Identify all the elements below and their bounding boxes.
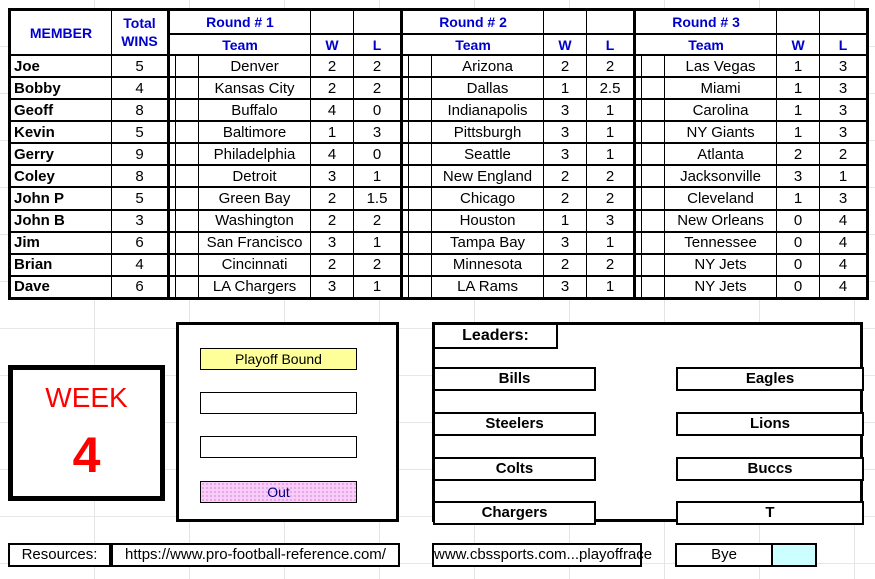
l-cell[interactable]: 3 [820, 55, 868, 77]
wins-cell[interactable]: 4 [112, 254, 169, 276]
round-3-header: Round # 3 [635, 10, 777, 35]
table-row [10, 165, 868, 187]
member-name[interactable]: Bobby [10, 77, 112, 99]
l-cell[interactable]: 1 [587, 121, 635, 143]
status-cell[interactable] [409, 143, 432, 165]
w-cell[interactable]: 0 [777, 254, 820, 276]
leader-cell[interactable]: Chargers [433, 501, 596, 525]
w-cell[interactable]: 1 [777, 77, 820, 99]
round-2-w-spacer [544, 10, 587, 35]
l-cell[interactable]: 1 [587, 143, 635, 165]
table-row [10, 232, 868, 254]
status-cell[interactable] [409, 55, 432, 77]
table-row [10, 276, 868, 299]
member-name[interactable]: Dave [10, 276, 112, 299]
w-cell[interactable]: 3 [311, 276, 354, 299]
team-cell[interactable]: Indianapolis [432, 99, 544, 121]
w-cell[interactable]: 3 [544, 99, 587, 121]
spacer-cell [402, 165, 409, 187]
round-2-team-header: Team [402, 34, 544, 55]
w-cell[interactable]: 2 [311, 210, 354, 232]
w-cell[interactable]: 0 [777, 232, 820, 254]
status-cell[interactable] [409, 187, 432, 209]
w-cell[interactable]: 2 [544, 254, 587, 276]
round-2-header: Round # 2 [402, 10, 544, 35]
l-cell[interactable]: 4 [820, 210, 868, 232]
status-cell[interactable] [642, 77, 665, 99]
leader-cell[interactable]: Eagles [676, 367, 864, 391]
l-cell[interactable]: 2 [354, 254, 402, 276]
w-cell[interactable]: 1 [777, 99, 820, 121]
resource-link-cbssports[interactable]: www.cbssports.com...playoffrace [432, 543, 642, 567]
week-box [8, 365, 165, 501]
table-row [10, 99, 868, 121]
wins-cell[interactable]: 6 [112, 276, 169, 299]
spacer-cell [402, 187, 409, 209]
status-cell[interactable] [176, 210, 199, 232]
w-cell[interactable]: 1 [544, 77, 587, 99]
l-cell[interactable]: 3 [820, 121, 868, 143]
team-cell[interactable]: Washington [199, 210, 311, 232]
status-cell[interactable] [642, 143, 665, 165]
table-row [10, 77, 868, 99]
team-cell[interactable]: Cleveland [665, 187, 777, 209]
spacer-cell [402, 99, 409, 121]
legend-playoff-bound[interactable]: Playoff Bound [200, 348, 357, 370]
w-cell[interactable]: 3 [544, 276, 587, 299]
bye-label: Bye [675, 543, 773, 567]
w-cell[interactable]: 3 [544, 121, 587, 143]
team-cell[interactable]: NY Jets [665, 276, 777, 299]
l-cell[interactable]: 2 [587, 187, 635, 209]
wins-cell[interactable]: 9 [112, 143, 169, 165]
spacer-cell [635, 276, 642, 299]
team-cell[interactable]: San Francisco [199, 232, 311, 254]
l-cell[interactable]: 1.5 [354, 187, 402, 209]
w-cell[interactable]: 2 [311, 77, 354, 99]
round-1-team-header: Team [169, 34, 311, 55]
status-cell[interactable] [642, 55, 665, 77]
status-cell[interactable] [409, 210, 432, 232]
standings-table [8, 8, 869, 300]
status-cell[interactable] [176, 232, 199, 254]
spacer-cell [169, 232, 176, 254]
team-cell[interactable]: Pittsburgh [432, 121, 544, 143]
team-cell[interactable]: NY Giants [665, 121, 777, 143]
round-3-l-header: L [820, 34, 868, 55]
spacer-cell [169, 187, 176, 209]
round-1-w-header: W [311, 34, 354, 55]
member-name[interactable]: Jim [10, 232, 112, 254]
member-name[interactable]: Brian [10, 254, 112, 276]
week-number: 4 [72, 427, 101, 483]
status-cell[interactable] [176, 276, 199, 299]
status-cell[interactable] [176, 187, 199, 209]
spacer-cell [635, 143, 642, 165]
team-cell[interactable]: Seattle [432, 143, 544, 165]
round-3-team-header: Team [635, 34, 777, 55]
status-cell[interactable] [409, 99, 432, 121]
table-row [10, 55, 868, 77]
team-cell[interactable]: New England [432, 165, 544, 187]
member-name[interactable]: John B [10, 210, 112, 232]
w-cell[interactable]: 2 [311, 254, 354, 276]
round-3-w-spacer [777, 10, 820, 35]
team-cell[interactable]: Philadelphia [199, 143, 311, 165]
spacer-cell [402, 254, 409, 276]
team-cell[interactable]: Detroit [199, 165, 311, 187]
team-cell[interactable]: Atlanta [665, 143, 777, 165]
wins-cell[interactable]: 5 [112, 121, 169, 143]
round-1-l-header: L [354, 34, 402, 55]
l-cell[interactable]: 1 [354, 232, 402, 254]
member-name[interactable]: Kevin [10, 121, 112, 143]
status-cell[interactable] [409, 276, 432, 299]
spacer-cell [169, 143, 176, 165]
spacer-cell [635, 254, 642, 276]
spacer-cell [635, 55, 642, 77]
spacer-cell [402, 276, 409, 299]
team-cell[interactable]: Cincinnati [199, 254, 311, 276]
l-cell[interactable]: 3 [354, 121, 402, 143]
w-cell[interactable]: 0 [777, 210, 820, 232]
status-cell[interactable] [409, 121, 432, 143]
bye-color-swatch [771, 543, 817, 567]
status-cell[interactable] [176, 165, 199, 187]
team-cell[interactable]: Minnesota [432, 254, 544, 276]
member-column-header: MEMBER [10, 10, 112, 56]
leaders-box [432, 322, 863, 522]
wins-cell[interactable]: 6 [112, 232, 169, 254]
team-cell[interactable]: Tennessee [665, 232, 777, 254]
resources-label: Resources: [8, 543, 111, 567]
l-cell[interactable]: 3 [820, 77, 868, 99]
member-name[interactable]: Coley [10, 165, 112, 187]
legend-out[interactable]: Out [200, 481, 357, 503]
l-cell[interactable]: 2 [354, 210, 402, 232]
spacer-cell [169, 254, 176, 276]
wins-cell[interactable]: 5 [112, 55, 169, 77]
l-cell[interactable]: 1 [820, 165, 868, 187]
status-cell[interactable] [642, 254, 665, 276]
w-cell[interactable]: 1 [544, 210, 587, 232]
table-row [10, 254, 868, 276]
member-name[interactable]: Geoff [10, 99, 112, 121]
l-cell[interactable]: 2 [354, 77, 402, 99]
team-cell[interactable]: Arizona [432, 55, 544, 77]
status-cell[interactable] [409, 77, 432, 99]
leader-cell[interactable]: Lions [676, 412, 864, 436]
spacer-cell [169, 165, 176, 187]
w-cell[interactable]: 4 [311, 143, 354, 165]
w-cell[interactable]: 2 [777, 143, 820, 165]
l-cell[interactable]: 4 [820, 254, 868, 276]
round-1-l-spacer [354, 10, 402, 35]
legend-box [176, 322, 399, 522]
leader-cell[interactable]: T [676, 501, 864, 525]
round-1-header: Round # 1 [169, 10, 311, 35]
team-cell[interactable]: Las Vegas [665, 55, 777, 77]
w-cell[interactable]: 1 [777, 55, 820, 77]
spacer-cell [402, 143, 409, 165]
wins-cell[interactable]: 4 [112, 77, 169, 99]
team-cell[interactable]: Green Bay [199, 187, 311, 209]
spacer-cell [635, 210, 642, 232]
team-cell[interactable]: Baltimore [199, 121, 311, 143]
total-wins-column-header [112, 10, 169, 56]
spacer-cell [169, 77, 176, 99]
leader-cell[interactable]: Buccs [676, 457, 864, 481]
round-1-w-spacer [311, 10, 354, 35]
status-cell[interactable] [176, 77, 199, 99]
l-cell[interactable]: 0 [354, 99, 402, 121]
w-cell[interactable]: 1 [777, 121, 820, 143]
status-cell[interactable] [176, 55, 199, 77]
l-cell[interactable]: 3 [587, 210, 635, 232]
team-cell[interactable]: Kansas City [199, 77, 311, 99]
spacer-cell [169, 276, 176, 299]
leader-cell[interactable]: Bills [433, 367, 596, 391]
status-cell[interactable] [642, 210, 665, 232]
spacer-cell [402, 55, 409, 77]
l-cell[interactable]: 3 [820, 187, 868, 209]
spacer-cell [635, 77, 642, 99]
w-cell[interactable]: 2 [544, 165, 587, 187]
l-cell[interactable]: 2 [587, 254, 635, 276]
w-cell[interactable]: 1 [777, 187, 820, 209]
status-cell[interactable] [642, 165, 665, 187]
l-cell[interactable]: 1 [587, 232, 635, 254]
l-cell[interactable]: 2 [354, 55, 402, 77]
team-cell[interactable]: NY Jets [665, 254, 777, 276]
status-cell[interactable] [409, 254, 432, 276]
team-cell[interactable]: Miami [665, 77, 777, 99]
spacer-cell [635, 99, 642, 121]
round-2-l-header: L [587, 34, 635, 55]
team-cell[interactable]: New Orleans [665, 210, 777, 232]
status-cell[interactable] [176, 143, 199, 165]
spacer-cell [635, 187, 642, 209]
status-cell[interactable] [409, 232, 432, 254]
w-cell[interactable]: 1 [311, 121, 354, 143]
spacer-cell [635, 232, 642, 254]
team-cell[interactable]: Chicago [432, 187, 544, 209]
wins-cell[interactable]: 5 [112, 187, 169, 209]
team-cell[interactable]: Carolina [665, 99, 777, 121]
round-3-w-header: W [777, 34, 820, 55]
l-cell[interactable]: 2 [820, 143, 868, 165]
l-cell[interactable]: 3 [820, 99, 868, 121]
status-cell[interactable] [176, 121, 199, 143]
status-cell[interactable] [642, 99, 665, 121]
w-cell[interactable]: 3 [777, 165, 820, 187]
status-cell[interactable] [176, 99, 199, 121]
table-row [10, 187, 868, 209]
member-name[interactable]: John P [10, 187, 112, 209]
w-cell[interactable]: 3 [311, 165, 354, 187]
l-cell[interactable]: 0 [354, 143, 402, 165]
team-cell[interactable]: Dallas [432, 77, 544, 99]
member-name[interactable]: Gerry [10, 143, 112, 165]
round-3-l-spacer [820, 10, 868, 35]
l-cell[interactable]: 2 [587, 55, 635, 77]
spacer-cell [402, 210, 409, 232]
total-label: Total [123, 15, 156, 31]
spacer-cell [635, 165, 642, 187]
team-cell[interactable]: LA Chargers [199, 276, 311, 299]
wins-cell[interactable]: 8 [112, 99, 169, 121]
team-cell[interactable]: LA Rams [432, 276, 544, 299]
wins-label: WINS [121, 32, 158, 49]
status-cell[interactable] [642, 232, 665, 254]
resource-link-pro-football-reference[interactable]: https://www.pro-football-reference.com/ [111, 543, 400, 567]
l-cell[interactable]: 1 [354, 276, 402, 299]
spacer-cell [402, 121, 409, 143]
table-row [10, 210, 868, 232]
w-cell[interactable]: 2 [544, 55, 587, 77]
w-cell[interactable]: 0 [777, 276, 820, 299]
spacer-cell [169, 210, 176, 232]
table-row [10, 121, 868, 143]
team-cell[interactable]: Tampa Bay [432, 232, 544, 254]
w-cell[interactable]: 3 [544, 232, 587, 254]
round-2-w-header: W [544, 34, 587, 55]
week-label: WEEK [45, 382, 128, 413]
l-cell[interactable]: 4 [820, 276, 868, 299]
spacer-cell [169, 99, 176, 121]
l-cell[interactable]: 1 [354, 165, 402, 187]
status-cell[interactable] [642, 121, 665, 143]
leader-cell[interactable]: Colts [433, 457, 596, 481]
wins-cell[interactable]: 8 [112, 165, 169, 187]
spacer-cell [402, 77, 409, 99]
status-cell[interactable] [176, 254, 199, 276]
status-cell[interactable] [642, 187, 665, 209]
leader-cell[interactable]: Steelers [433, 412, 596, 436]
legend-empty-cell[interactable] [200, 392, 357, 414]
leaders-title: Leaders: [435, 325, 558, 349]
member-name[interactable]: Joe [10, 55, 112, 77]
table-row [10, 143, 868, 165]
status-cell[interactable] [642, 276, 665, 299]
team-cell[interactable]: Denver [199, 55, 311, 77]
w-cell[interactable]: 2 [311, 55, 354, 77]
wins-cell[interactable]: 3 [112, 210, 169, 232]
l-cell[interactable]: 1 [587, 276, 635, 299]
status-cell[interactable] [409, 165, 432, 187]
team-cell[interactable]: Houston [432, 210, 544, 232]
w-cell[interactable]: 4 [311, 99, 354, 121]
spacer-cell [635, 121, 642, 143]
team-cell[interactable]: Jacksonville [665, 165, 777, 187]
round-2-l-spacer [587, 10, 635, 35]
w-cell[interactable]: 2 [544, 187, 587, 209]
spacer-cell [169, 121, 176, 143]
spacer-cell [402, 232, 409, 254]
spacer-cell [169, 55, 176, 77]
legend-empty-cell[interactable] [200, 436, 357, 458]
team-cell[interactable]: Buffalo [199, 99, 311, 121]
l-cell[interactable]: 4 [820, 232, 868, 254]
w-cell[interactable]: 3 [311, 232, 354, 254]
l-cell[interactable]: 2 [587, 165, 635, 187]
l-cell[interactable]: 2.5 [587, 77, 635, 99]
l-cell[interactable]: 1 [587, 99, 635, 121]
w-cell[interactable]: 2 [311, 187, 354, 209]
w-cell[interactable]: 3 [544, 143, 587, 165]
